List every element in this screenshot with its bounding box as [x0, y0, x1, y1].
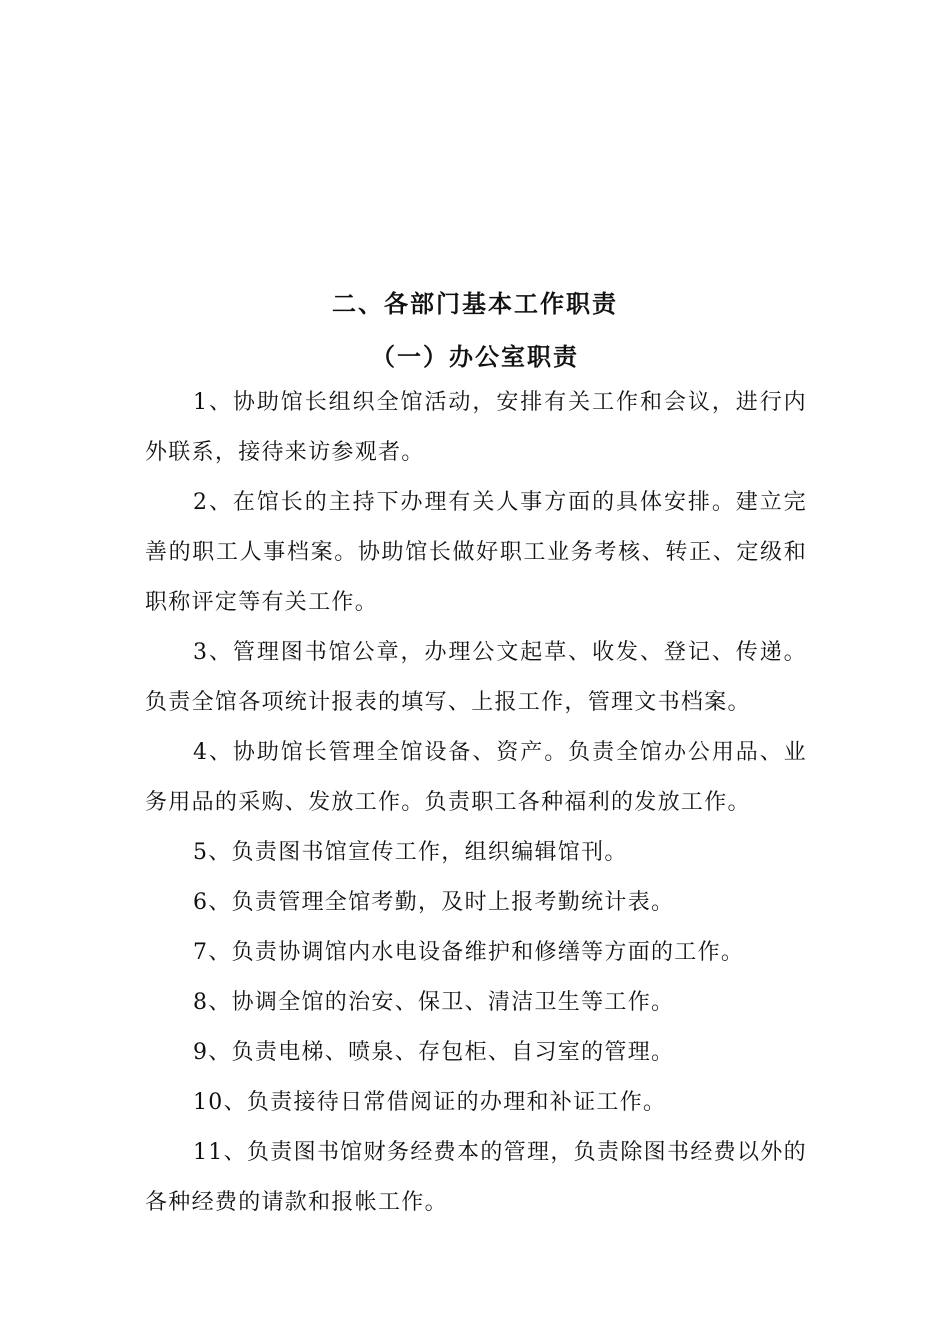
section-title: 二、各部门基本工作职责 — [332, 290, 618, 318]
duty-item-4: 4、协助馆长管理全馆设备、资产。负责全馆办公用品、业务用品的采购、发放工作。负责职工各种福利的发放工作。 — [145, 740, 807, 815]
duty-list — [145, 378, 807, 1228]
duty-item-9: 9、负责电梯、喷泉、存包柜、自习室的管理。 — [193, 1040, 675, 1065]
duty-item-10: 10、负责接待日常借阅证的办理和补证工作。 — [193, 1090, 667, 1115]
subsection-title: （一）办公室职责 — [371, 343, 579, 371]
duty-item-5: 5、负责图书馆宣传工作，组织编辑馆刊。 — [193, 840, 628, 865]
duty-item-7: 7、负责协调馆内水电设备维护和修缮等方面的工作。 — [193, 940, 745, 965]
duty-item-6: 6、负责管理全馆考勤，及时上报考勤统计表。 — [193, 890, 675, 915]
duty-item-1: 1、协助馆长组织全馆活动，安排有关工作和会议，进行内外联系，接待来访参观者。 — [145, 390, 807, 465]
duty-item-11: 11、负责图书馆财务经费本的管理，负责除图书经费以外的各种经费的请款和报帐工作。 — [145, 1140, 807, 1215]
duty-item-2: 2、在馆长的主持下办理有关人事方面的具体安排。建立完善的职工人事档案。协助馆长做好职工业务考核、转正、定级和职称评定等有关工作。 — [145, 490, 807, 615]
duty-item-3: 3、管理图书馆公章，办理公文起草、收发、登记、传递。负责全馆各项统计报表的填写、上报工作，管理文书档案。 — [145, 640, 807, 715]
duty-item-8: 8、协调全馆的治安、保卫、清洁卫生等工作。 — [193, 990, 675, 1015]
